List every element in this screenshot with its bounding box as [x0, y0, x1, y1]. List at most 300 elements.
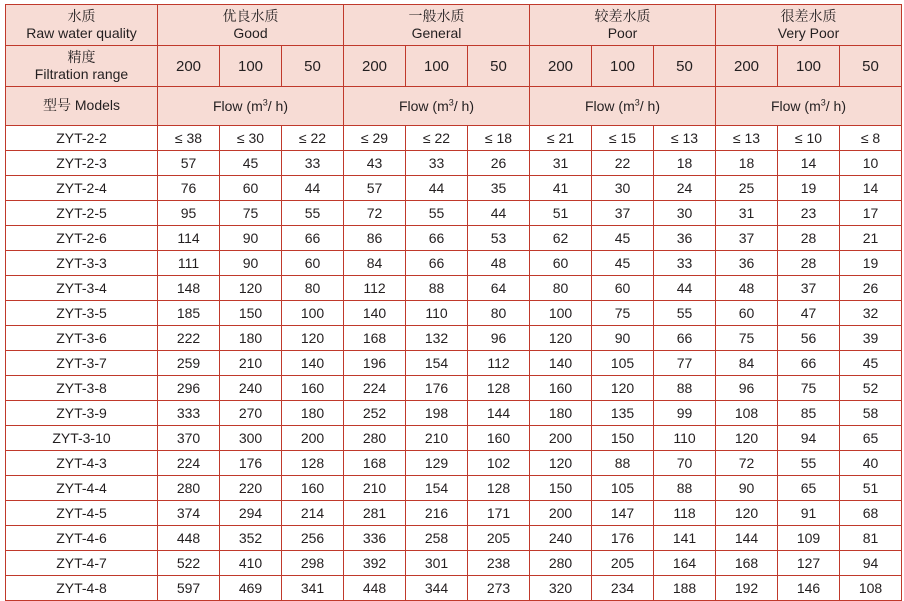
flow-value-cell: 60	[716, 301, 778, 326]
header-quality-group-poor-en: Poor	[607, 25, 638, 41]
flow-value-cell: 120	[220, 276, 282, 301]
flow-value-cell: 88	[406, 276, 468, 301]
flow-value-cell: 140	[282, 351, 344, 376]
header-flow-general	[344, 87, 530, 126]
flow-value-cell: 45	[592, 226, 654, 251]
flow-value-cell: 301	[406, 551, 468, 576]
flow-value-cell: 55	[778, 451, 840, 476]
flow-value-cell: 128	[468, 476, 530, 501]
flow-value-cell: 205	[468, 526, 530, 551]
flow-value-cell: 352	[220, 526, 282, 551]
model-name-cell: ZYT-4-5	[6, 501, 158, 526]
flow-label-suffix: / h)	[267, 98, 289, 115]
filtration-value: 50	[468, 46, 530, 87]
flow-value-cell: 44	[406, 176, 468, 201]
flow-value-cell: 469	[220, 576, 282, 601]
flow-value-cell: 333	[158, 401, 220, 426]
flow-value-cell: 53	[468, 226, 530, 251]
flow-value-cell: 45	[220, 151, 282, 176]
model-name-cell: ZYT-4-8	[6, 576, 158, 601]
header-filtration-range	[6, 46, 158, 87]
flow-value-cell: 58	[840, 401, 902, 426]
table-row	[6, 176, 902, 201]
flow-value-cell: 280	[158, 476, 220, 501]
flow-value-cell: 222	[158, 326, 220, 351]
table-row	[6, 376, 902, 401]
flow-value-cell: 150	[592, 426, 654, 451]
flow-value-cell: 70	[654, 451, 716, 476]
filtration-value: 200	[158, 46, 220, 87]
header-row-flow	[6, 87, 902, 126]
table-row	[6, 576, 902, 601]
flow-value-cell: 60	[282, 251, 344, 276]
flow-value-cell: 164	[654, 551, 716, 576]
flow-value-cell: 51	[530, 201, 592, 226]
table-row	[6, 351, 902, 376]
flow-value-cell: 150	[220, 301, 282, 326]
model-name-cell: ZYT-3-4	[6, 276, 158, 301]
flow-value-cell: 65	[778, 476, 840, 501]
flow-value-cell: 112	[468, 351, 530, 376]
model-name-cell: ZYT-3-9	[6, 401, 158, 426]
flow-label-suffix: / h)	[453, 98, 475, 115]
flow-value-cell: 110	[654, 426, 716, 451]
flow-value-cell: 30	[654, 201, 716, 226]
flow-value-cell: 220	[220, 476, 282, 501]
model-name-cell: ZYT-3-3	[6, 251, 158, 276]
header-models	[6, 87, 158, 126]
flow-value-cell: 102	[468, 451, 530, 476]
flow-value-cell: 144	[468, 401, 530, 426]
table-row	[6, 276, 902, 301]
flow-value-cell: 28	[778, 226, 840, 251]
flow-value-cell: 10	[840, 151, 902, 176]
model-name-cell: ZYT-3-6	[6, 326, 158, 351]
table-row	[6, 401, 902, 426]
flow-value-cell: 32	[840, 301, 902, 326]
flow-value-cell: 90	[220, 226, 282, 251]
flow-value-cell: 114	[158, 226, 220, 251]
flow-value-cell: 80	[282, 276, 344, 301]
flow-value-cell: 210	[220, 351, 282, 376]
flow-value-cell: 17	[840, 201, 902, 226]
flow-value-cell: 90	[220, 251, 282, 276]
flow-value-cell: 168	[344, 326, 406, 351]
model-name-cell: ZYT-2-2	[6, 126, 158, 151]
flow-value-cell: 196	[344, 351, 406, 376]
flow-label-prefix: Flow (m	[770, 98, 821, 115]
flow-value-cell: 120	[282, 326, 344, 351]
flow-value-cell: 21	[840, 226, 902, 251]
flow-value-cell: 154	[406, 351, 468, 376]
flow-value-cell: 240	[220, 376, 282, 401]
flow-value-cell: 128	[468, 376, 530, 401]
flow-value-cell: 341	[282, 576, 344, 601]
flow-value-cell: 200	[530, 501, 592, 526]
table-row	[6, 551, 902, 576]
flow-value-cell: ≤ 13	[716, 126, 778, 151]
flow-value-cell: 36	[654, 226, 716, 251]
flow-value-cell: 336	[344, 526, 406, 551]
header-quality-group-very-poor-en: Very Poor	[777, 25, 840, 41]
spec-table-page	[0, 4, 904, 596]
flow-value-cell: ≤ 8	[840, 126, 902, 151]
flow-value-cell: 52	[840, 376, 902, 401]
model-name-cell: ZYT-3-5	[6, 301, 158, 326]
model-name-cell: ZYT-2-4	[6, 176, 158, 201]
flow-value-cell: 448	[344, 576, 406, 601]
flow-label-prefix: Flow (m	[398, 98, 449, 115]
flow-value-cell: 95	[158, 201, 220, 226]
flow-value-cell: 66	[406, 251, 468, 276]
flow-value-cell: 14	[778, 151, 840, 176]
flow-value-cell: 23	[778, 201, 840, 226]
flow-value-cell: 120	[530, 326, 592, 351]
flow-value-cell: 31	[530, 151, 592, 176]
flow-value-cell: 22	[592, 151, 654, 176]
flow-value-cell: 127	[778, 551, 840, 576]
flow-value-cell: 33	[406, 151, 468, 176]
flow-value-cell: 135	[592, 401, 654, 426]
flow-value-cell: 94	[778, 426, 840, 451]
model-name-cell: ZYT-2-5	[6, 201, 158, 226]
flow-value-cell: 56	[778, 326, 840, 351]
flow-value-cell: 160	[530, 376, 592, 401]
flow-value-cell: 105	[592, 351, 654, 376]
flow-value-cell: 168	[716, 551, 778, 576]
table-row	[6, 226, 902, 251]
flow-value-cell: 51	[840, 476, 902, 501]
flow-value-cell: 252	[344, 401, 406, 426]
flow-value-cell: 224	[344, 376, 406, 401]
flow-value-cell: ≤ 29	[344, 126, 406, 151]
flow-value-cell: 176	[406, 376, 468, 401]
flow-value-cell: 108	[716, 401, 778, 426]
flow-value-cell: 140	[344, 301, 406, 326]
header-quality-group-very-poor	[716, 5, 902, 46]
flow-value-cell: 180	[220, 326, 282, 351]
flow-value-cell: 344	[406, 576, 468, 601]
table-row	[6, 301, 902, 326]
flow-value-cell: 66	[654, 326, 716, 351]
filtration-value: 100	[592, 46, 654, 87]
flow-value-cell: ≤ 10	[778, 126, 840, 151]
flow-label-suffix: / h)	[639, 98, 661, 115]
flow-value-cell: 410	[220, 551, 282, 576]
flow-value-cell: 128	[282, 451, 344, 476]
flow-value-cell: 216	[406, 501, 468, 526]
flow-value-cell: 88	[654, 376, 716, 401]
flow-value-cell: 60	[530, 251, 592, 276]
table-row	[6, 526, 902, 551]
flow-value-cell: 47	[778, 301, 840, 326]
flow-value-cell: 48	[468, 251, 530, 276]
flow-value-cell: 45	[840, 351, 902, 376]
header-filtration-range-cn: 精度	[67, 48, 96, 65]
flow-value-cell: 60	[592, 276, 654, 301]
flow-specification-table	[5, 4, 902, 601]
flow-value-cell: 80	[468, 301, 530, 326]
flow-value-cell: 75	[716, 326, 778, 351]
header-models-en: Models	[74, 97, 121, 114]
flow-value-cell: 24	[654, 176, 716, 201]
flow-value-cell: 100	[282, 301, 344, 326]
flow-value-cell: 273	[468, 576, 530, 601]
header-flow-poor	[530, 87, 716, 126]
flow-label-prefix: Flow (m	[584, 98, 635, 115]
flow-value-cell: 14	[840, 176, 902, 201]
flow-value-cell: 154	[406, 476, 468, 501]
flow-value-cell: 148	[158, 276, 220, 301]
flow-value-cell: 19	[840, 251, 902, 276]
flow-value-cell: 75	[778, 376, 840, 401]
flow-value-cell: 72	[344, 201, 406, 226]
header-flow-very-poor	[716, 87, 902, 126]
flow-value-cell: 66	[282, 226, 344, 251]
filtration-value: 200	[716, 46, 778, 87]
flow-value-cell: 120	[530, 451, 592, 476]
flow-value-cell: 19	[778, 176, 840, 201]
flow-value-cell: 64	[468, 276, 530, 301]
flow-value-cell: 118	[654, 501, 716, 526]
table-row	[6, 251, 902, 276]
flow-value-cell: 110	[406, 301, 468, 326]
header-quality-group-general-en: General	[411, 25, 462, 41]
flow-value-cell: 26	[840, 276, 902, 301]
flow-value-cell: 76	[158, 176, 220, 201]
flow-value-cell: 205	[592, 551, 654, 576]
flow-label-sup: 3	[820, 97, 826, 108]
flow-label-suffix: / h)	[825, 98, 847, 115]
flow-value-cell: 141	[654, 526, 716, 551]
flow-value-cell: 25	[716, 176, 778, 201]
flow-value-cell: 90	[592, 326, 654, 351]
filtration-value: 50	[282, 46, 344, 87]
flow-value-cell: 448	[158, 526, 220, 551]
flow-value-cell: 37	[716, 226, 778, 251]
flow-value-cell: 62	[530, 226, 592, 251]
flow-value-cell: 300	[220, 426, 282, 451]
table-row	[6, 426, 902, 451]
flow-value-cell: 18	[654, 151, 716, 176]
header-flow-good	[158, 87, 344, 126]
model-name-cell: ZYT-4-3	[6, 451, 158, 476]
header-filtration-range-en: Filtration range	[34, 66, 129, 82]
flow-value-cell: 18	[716, 151, 778, 176]
filtration-value: 200	[344, 46, 406, 87]
filtration-value: 100	[220, 46, 282, 87]
flow-value-cell: 132	[406, 326, 468, 351]
flow-value-cell: 258	[406, 526, 468, 551]
flow-value-cell: 77	[654, 351, 716, 376]
table-row	[6, 476, 902, 501]
flow-value-cell: 88	[592, 451, 654, 476]
filtration-value: 100	[778, 46, 840, 87]
flow-value-cell: 146	[778, 576, 840, 601]
flow-value-cell: 60	[220, 176, 282, 201]
flow-value-cell: 80	[530, 276, 592, 301]
flow-value-cell: 96	[716, 376, 778, 401]
flow-value-cell: 68	[840, 501, 902, 526]
flow-value-cell: 374	[158, 501, 220, 526]
flow-value-cell: 75	[220, 201, 282, 226]
flow-value-cell: 44	[282, 176, 344, 201]
model-name-cell: ZYT-4-7	[6, 551, 158, 576]
flow-value-cell: 100	[530, 301, 592, 326]
flow-value-cell: 160	[468, 426, 530, 451]
flow-value-cell: 111	[158, 251, 220, 276]
flow-value-cell: 37	[778, 276, 840, 301]
flow-value-cell: 296	[158, 376, 220, 401]
flow-value-cell: ≤ 15	[592, 126, 654, 151]
header-row-quality	[6, 5, 902, 46]
flow-value-cell: 144	[716, 526, 778, 551]
flow-value-cell: 43	[344, 151, 406, 176]
flow-label-prefix: Flow (m	[212, 98, 263, 115]
flow-value-cell: 55	[282, 201, 344, 226]
flow-value-cell: 280	[530, 551, 592, 576]
flow-value-cell: 99	[654, 401, 716, 426]
model-name-cell: ZYT-4-4	[6, 476, 158, 501]
flow-value-cell: 160	[282, 476, 344, 501]
flow-value-cell: 180	[282, 401, 344, 426]
flow-value-cell: 41	[530, 176, 592, 201]
flow-value-cell: 57	[344, 176, 406, 201]
flow-value-cell: ≤ 21	[530, 126, 592, 151]
model-name-cell: ZYT-3-8	[6, 376, 158, 401]
flow-value-cell: 66	[778, 351, 840, 376]
table-row	[6, 126, 902, 151]
table-row	[6, 451, 902, 476]
flow-value-cell: 45	[592, 251, 654, 276]
flow-value-cell: 81	[840, 526, 902, 551]
flow-label-sup: 3	[262, 97, 268, 108]
flow-value-cell: 210	[344, 476, 406, 501]
flow-value-cell: 270	[220, 401, 282, 426]
flow-value-cell: ≤ 18	[468, 126, 530, 151]
header-quality-group-good-cn: 优良水质	[222, 7, 279, 24]
flow-value-cell: 75	[592, 301, 654, 326]
flow-value-cell: 40	[840, 451, 902, 476]
flow-value-cell: 65	[840, 426, 902, 451]
flow-value-cell: 96	[468, 326, 530, 351]
flow-value-cell: 238	[468, 551, 530, 576]
flow-value-cell: 259	[158, 351, 220, 376]
model-name-cell: ZYT-4-6	[6, 526, 158, 551]
flow-value-cell: 84	[344, 251, 406, 276]
flow-value-cell: 160	[282, 376, 344, 401]
flow-value-cell: 320	[530, 576, 592, 601]
flow-value-cell: 597	[158, 576, 220, 601]
flow-value-cell: 66	[406, 226, 468, 251]
header-quality-group-good	[158, 5, 344, 46]
flow-value-cell: ≤ 13	[654, 126, 716, 151]
header-models-cn: 型号	[42, 97, 71, 114]
header-quality-group-general-cn: 一般水质	[408, 7, 465, 24]
flow-value-cell: 37	[592, 201, 654, 226]
flow-value-cell: 44	[468, 201, 530, 226]
model-name-cell: ZYT-2-3	[6, 151, 158, 176]
flow-value-cell: 94	[840, 551, 902, 576]
flow-value-cell: 31	[716, 201, 778, 226]
table-row	[6, 501, 902, 526]
flow-value-cell: 44	[654, 276, 716, 301]
flow-value-cell: ≤ 30	[220, 126, 282, 151]
flow-value-cell: 55	[406, 201, 468, 226]
model-name-cell: ZYT-3-7	[6, 351, 158, 376]
flow-value-cell: 36	[716, 251, 778, 276]
flow-value-cell: 85	[778, 401, 840, 426]
flow-value-cell: 129	[406, 451, 468, 476]
flow-value-cell: 210	[406, 426, 468, 451]
flow-value-cell: 28	[778, 251, 840, 276]
flow-value-cell: 176	[220, 451, 282, 476]
header-quality-group-very-poor-cn: 很差水质	[780, 7, 837, 24]
flow-value-cell: 281	[344, 501, 406, 526]
flow-value-cell: 370	[158, 426, 220, 451]
flow-value-cell: 48	[716, 276, 778, 301]
flow-value-cell: 26	[468, 151, 530, 176]
flow-value-cell: 294	[220, 501, 282, 526]
header-row-filtration	[6, 46, 902, 87]
model-name-cell: ZYT-2-6	[6, 226, 158, 251]
flow-value-cell: 120	[592, 376, 654, 401]
header-raw-water-quality-cn: 水质	[67, 7, 96, 24]
flow-value-cell: 240	[530, 526, 592, 551]
flow-value-cell: 90	[716, 476, 778, 501]
flow-value-cell: 105	[592, 476, 654, 501]
header-quality-group-good-en: Good	[233, 25, 268, 41]
flow-value-cell: 33	[282, 151, 344, 176]
flow-value-cell: 188	[654, 576, 716, 601]
flow-value-cell: 214	[282, 501, 344, 526]
flow-value-cell: 120	[716, 501, 778, 526]
filtration-value: 200	[530, 46, 592, 87]
filtration-value: 100	[406, 46, 468, 87]
header-quality-group-poor	[530, 5, 716, 46]
flow-value-cell: 33	[654, 251, 716, 276]
flow-value-cell: ≤ 38	[158, 126, 220, 151]
flow-value-cell: 150	[530, 476, 592, 501]
filtration-value: 50	[840, 46, 902, 87]
table-row	[6, 151, 902, 176]
flow-value-cell: 224	[158, 451, 220, 476]
flow-value-cell: 91	[778, 501, 840, 526]
flow-value-cell: 185	[158, 301, 220, 326]
flow-label-sup: 3	[448, 97, 454, 108]
header-raw-water-quality	[6, 5, 158, 46]
table-row	[6, 201, 902, 226]
flow-value-cell: 298	[282, 551, 344, 576]
flow-value-cell: 180	[530, 401, 592, 426]
flow-value-cell: 35	[468, 176, 530, 201]
flow-value-cell: 234	[592, 576, 654, 601]
flow-value-cell: 39	[840, 326, 902, 351]
flow-value-cell: 200	[282, 426, 344, 451]
flow-value-cell: 522	[158, 551, 220, 576]
flow-value-cell: 168	[344, 451, 406, 476]
flow-value-cell: 140	[530, 351, 592, 376]
flow-value-cell: 176	[592, 526, 654, 551]
flow-label-sup: 3	[634, 97, 640, 108]
flow-value-cell: ≤ 22	[406, 126, 468, 151]
flow-value-cell: 86	[344, 226, 406, 251]
flow-value-cell: 57	[158, 151, 220, 176]
flow-value-cell: 200	[530, 426, 592, 451]
flow-value-cell: 171	[468, 501, 530, 526]
flow-value-cell: 84	[716, 351, 778, 376]
flow-value-cell: 112	[344, 276, 406, 301]
